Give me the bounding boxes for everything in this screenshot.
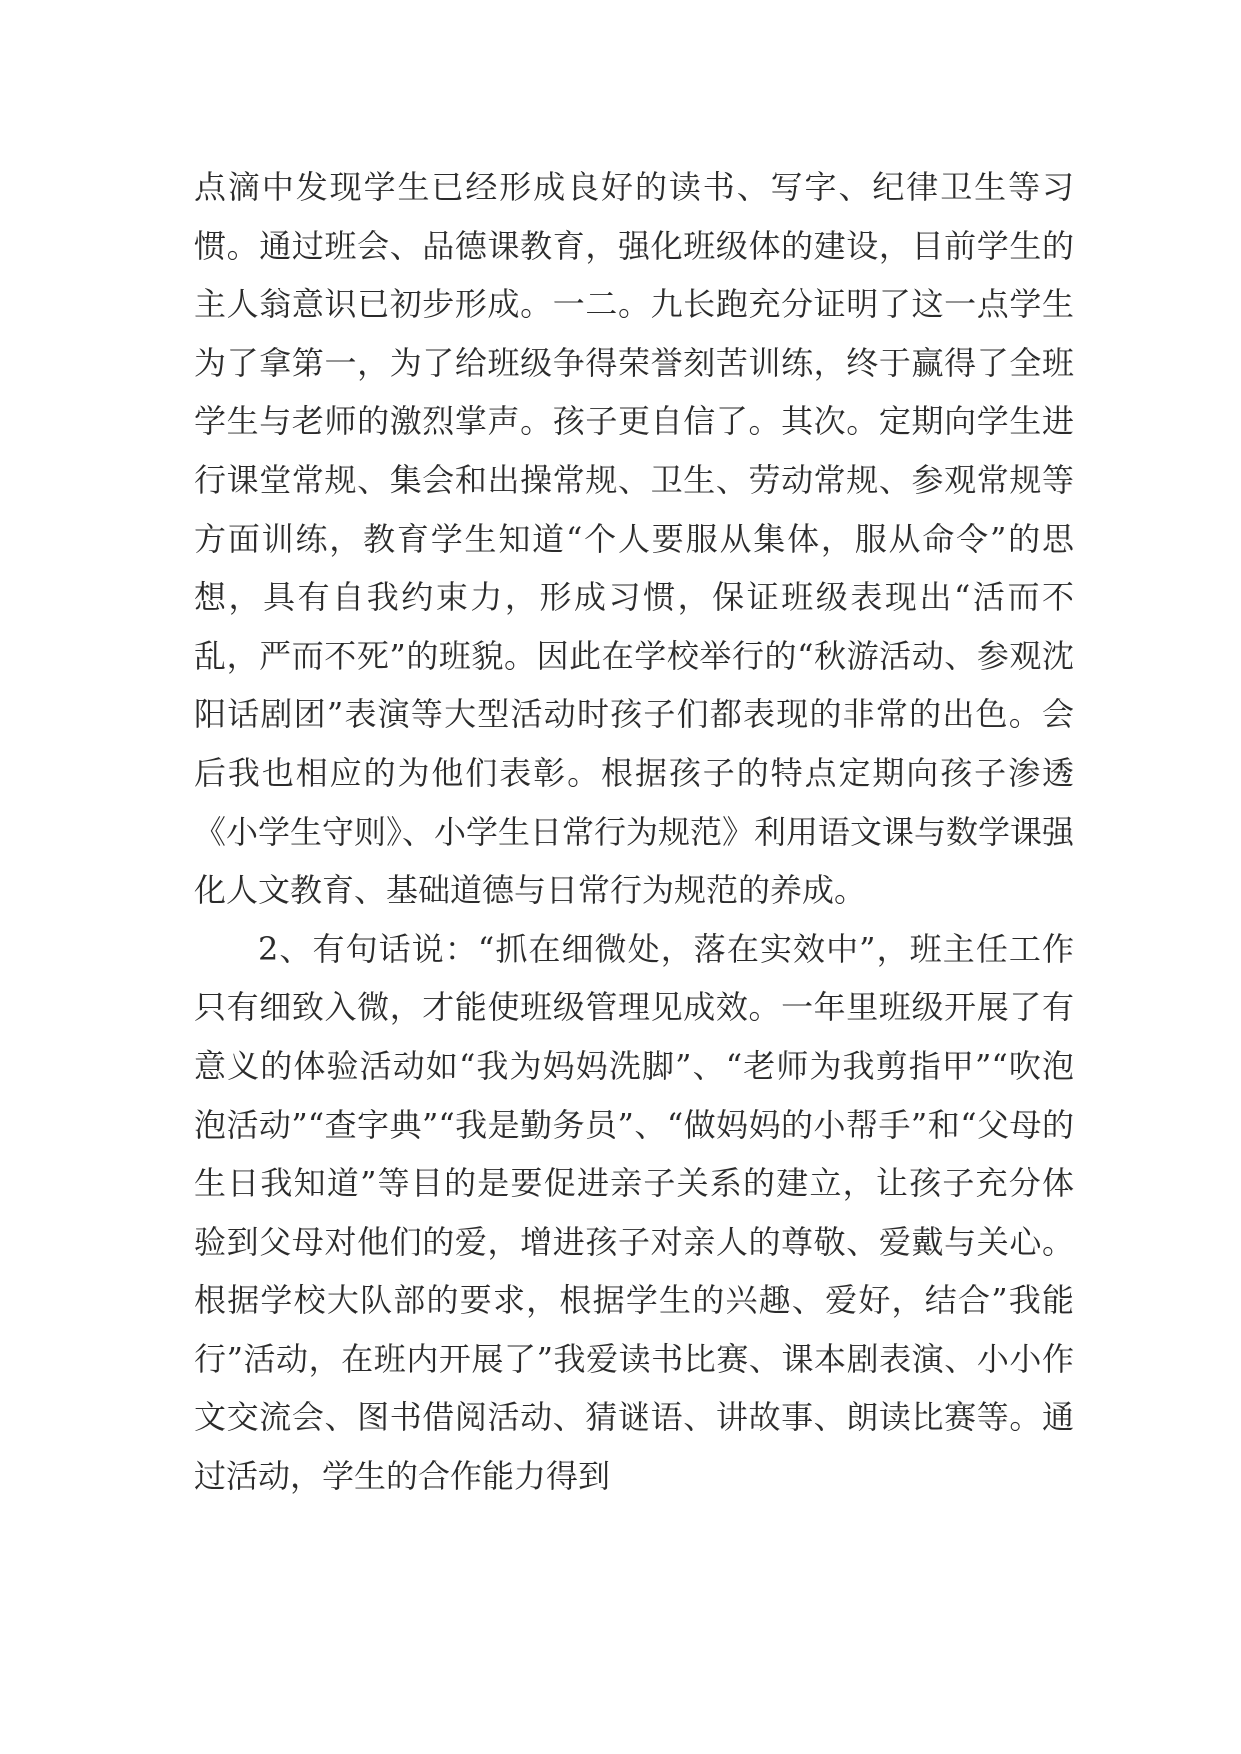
document-body [194, 158, 1074, 1506]
paragraph-continuation: 点滴中发现学生已经形成良好的读书、写字、纪律卫生等习惯。通过班会、品德课教育，强化班级体的建设，目前学生的主人翁意识已初步形成。一二。九长跑充分证明了这一点学生为了拿第一，为了给班级争得荣誉刻苦训练，终于赢得了全班学生与老师的激烈掌声。孩子更自信了。其次。定期向学生进行课堂常规、集会和出操常规、卫生、劳动常规、参观常规等方面训练，教育学生知道“个人要服从集体，服从命令”的思想，具有自我约束力，形成习惯，保证班级表现出“活而不乱，严而不死”的班貌。因此在学校举行的“秋游活动、参观沈阳话剧团”表演等大型活动时孩子们都表现的非常的出色。会后我也相应的为他们表彰。根据孩子的特点定期向孩子渗透《小学生守则》、小学生日常行为规范》利用语文课与数学课强化人文教育、基础道德与日常行为规范的养成。 [194, 168, 1075, 910]
paragraph-item-2: 2、有句话说：“抓在细微处，落在实效中”，班主任工作只有细致入微，才能使班级管理见成效。一年里班级开展了有意义的体验活动如“我为妈妈洗脚”、“老师为我剪指甲”“吹泡泡活动”“查字典”“我是勤务员”、“做妈妈的小帮手”和“父母的生日我知道”等目的是要促进亲子关系的建立，让孩子充分体验到父母对他们的爱，增进孩子对亲人的尊敬、爱戴与关心。根据学校大队部的要求，根据学生的兴趣、爱好，结合”我能行”活动，在班内开展了”我爱读书比赛、课本剧表演、小小作文交流会、图书借阅活动、猜谜语、讲故事、朗读比赛等。通过活动，学生的合作能力得到 [194, 929, 1074, 1496]
